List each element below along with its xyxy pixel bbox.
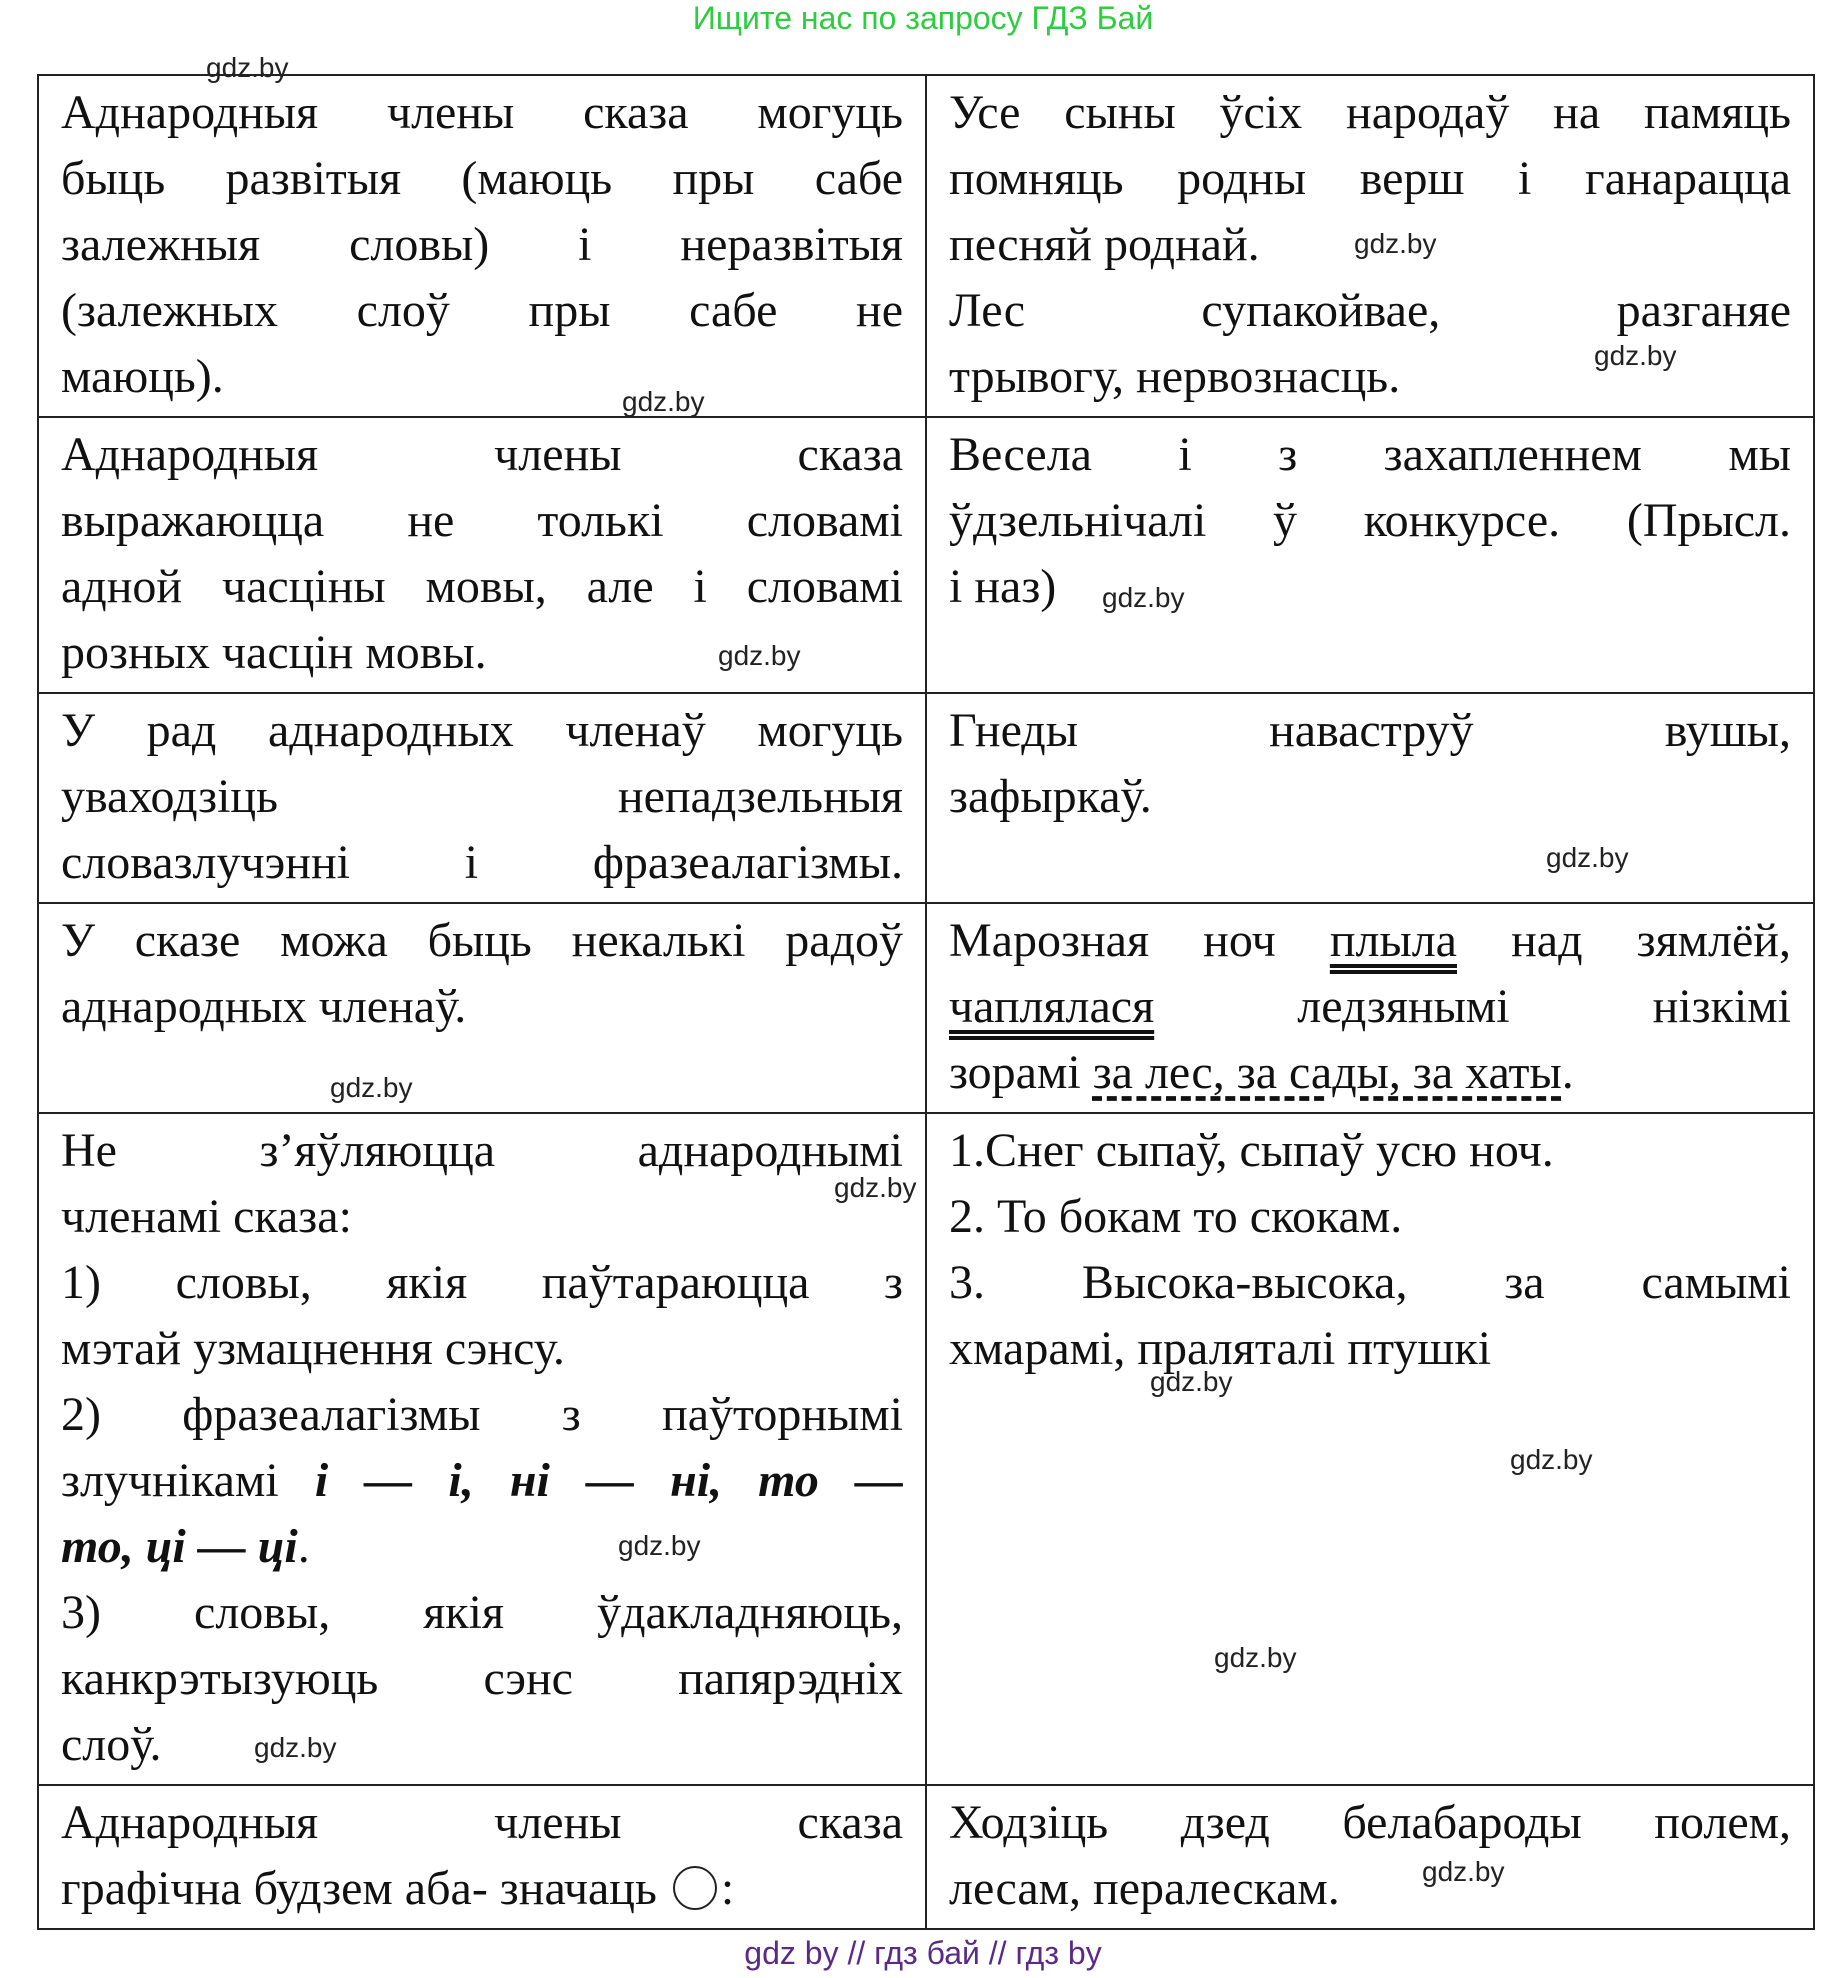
text-line: песняй роднай. (949, 218, 1260, 271)
watermark: gdz.by (1102, 582, 1185, 613)
text-line: Ходзіць дзед белабароды полем, (949, 1796, 1791, 1849)
example-cell (926, 1785, 1814, 1929)
text-line: Весела і з захапленнем мы (949, 428, 1791, 481)
text-fragment: : (720, 1862, 735, 1915)
text-fragment: . (1561, 1046, 1574, 1099)
watermark: gdz.by (1150, 1366, 1233, 1397)
watermark: gdz.by (622, 386, 705, 417)
conjunction-list: то, ці — ці (61, 1520, 298, 1573)
watermark: gdz.by (718, 640, 801, 671)
rule-cell (38, 1113, 926, 1785)
text-line: ўдзельнічалі ў конкурсе. (Прысл. (949, 494, 1791, 547)
text-line: лесам, пералескам. (949, 1862, 1340, 1915)
example-cell (926, 417, 1814, 693)
text-line: слоў. (61, 1718, 162, 1771)
text-line: Аднародныя члены сказа (61, 428, 903, 481)
text-line: Гнеды наваструў вушы, (949, 704, 1791, 757)
text-fragment: зорамі (949, 1046, 1093, 1099)
example-cell (926, 1113, 1814, 1785)
text-line (949, 974, 1791, 1040)
predicate-underlined: плыла (1329, 914, 1457, 967)
text-line: 1) словы, якія паўтараюцца з (61, 1256, 903, 1309)
watermark: gdz.by (330, 1072, 413, 1103)
adverbial-underlined: за лес, за сады, за хаты (1092, 1046, 1562, 1099)
text-line: і наз) (949, 560, 1057, 613)
text-line (949, 908, 1791, 974)
text-line: 2. То бокам то скокам. (949, 1190, 1403, 1243)
text-line: 2) фразеалагізмы з паўторнымі (61, 1388, 903, 1441)
text-line: 3) словы, якія ўдакладняюць, (61, 1586, 903, 1639)
text-line: членамі сказа: (61, 1190, 352, 1243)
text-line: выражаюцца не толькі словамі (61, 494, 903, 547)
watermark: gdz.by (206, 52, 289, 83)
text-fragment: уваходзіць (61, 770, 279, 823)
text-line: помняць родны верш і ганарацца (949, 152, 1791, 205)
text-line: Усе сыны ўсіх народаў на памяць (949, 86, 1791, 139)
example-cell (926, 903, 1814, 1113)
watermark: gdz.by (1594, 340, 1677, 371)
text-line: зафыркаў. (949, 770, 1152, 823)
watermark: gdz.by (1422, 1856, 1505, 1887)
rule-cell (38, 693, 926, 903)
table-row (38, 903, 1814, 1113)
text-line: мэтай узмацнення сэнсу. (61, 1322, 565, 1375)
text-line: 1.Снег сыпаў, сыпаў усю ноч. (949, 1124, 1554, 1177)
circle-symbol-icon (673, 1866, 717, 1910)
table-row (38, 417, 1814, 693)
text-line: аднародных членаў. (61, 980, 467, 1033)
watermark: gdz.by (1510, 1444, 1593, 1475)
text-fragment: злучнікамі (61, 1454, 315, 1507)
text-line (61, 1856, 903, 1922)
text-fragment: непадзельныя (617, 770, 903, 823)
predicate-underlined: чаплялася (949, 980, 1155, 1033)
text-line: Аднародныя члены сказа (61, 1796, 903, 1849)
text-line: (залежных слоў пры сабе не (61, 284, 903, 337)
text-line: розных часцін мовы. (61, 626, 487, 679)
text-line (61, 764, 903, 830)
watermark: gdz.by (1354, 228, 1437, 259)
watermark: gdz.by (834, 1172, 917, 1203)
rules-table (37, 74, 1815, 1930)
watermark: gdz.by (1546, 842, 1629, 873)
text-line: Аднародныя члены сказа могуць (61, 86, 903, 139)
watermark: gdz.by (1214, 1642, 1297, 1673)
text-line: залежныя словы) і неразвітыя (61, 218, 903, 271)
top-banner: Ищите нас по запросу ГДЗ Бай (692, 0, 1154, 36)
text-fragment: Марозная ноч (949, 914, 1330, 967)
text-line: У сказе можа быць некалькі радоў (61, 914, 903, 967)
example-cell (926, 693, 1814, 903)
rule-cell (38, 75, 926, 417)
table-row (38, 75, 1814, 417)
text-line: У рад аднародных членаў могуць (61, 704, 903, 757)
bottom-banner: gdz by // гдз бай // гдз by (744, 1935, 1102, 1971)
text-line (61, 1514, 903, 1580)
text-line: Лес супакойвае, разганяе (949, 284, 1791, 337)
conjunction-list: і — і, ні — ні, то — (314, 1454, 904, 1507)
watermark: gdz.by (254, 1732, 337, 1763)
text-line: трывогу, нервознасць. (949, 350, 1401, 403)
text-fragment: графічна будзем аба- значаць (61, 1862, 657, 1915)
text-line: адной часціны мовы, але і словамі (61, 560, 903, 613)
text-fragment: . (297, 1520, 310, 1573)
text-fragment: ледзянымі нізкімі (1154, 980, 1791, 1033)
text-line: Не з’яўляюцца аднароднымі (61, 1124, 903, 1177)
rule-cell (38, 903, 926, 1113)
text-fragment: над зямлёй, (1456, 914, 1791, 967)
text-line (61, 1448, 903, 1514)
table-row (38, 1785, 1814, 1929)
text-line (949, 1040, 1791, 1106)
text-line: словазлучэнні і фразеалагізмы. (61, 836, 903, 889)
watermark: gdz.by (618, 1530, 701, 1561)
text-line: 3. Высока-высока, за самымі (949, 1256, 1791, 1309)
text-line: канкрэтызуюць сэнс папярэдніх (61, 1652, 903, 1705)
text-line: хмарамі, праляталі птушкі (949, 1322, 1492, 1375)
text-line: маюць). (61, 350, 224, 403)
text-line: быць развітыя (маюць пры сабе (61, 152, 903, 205)
rule-cell (38, 1785, 926, 1929)
